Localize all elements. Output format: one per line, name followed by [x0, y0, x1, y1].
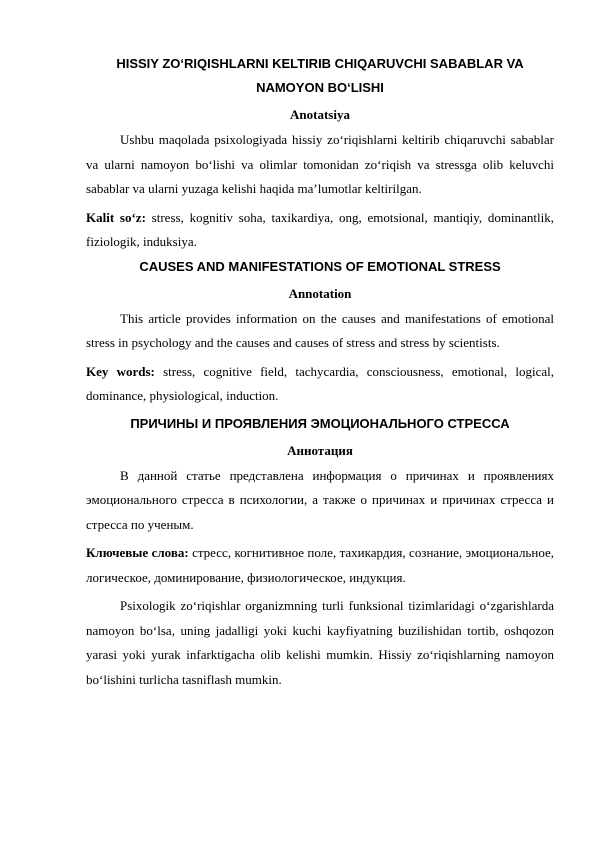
- en-title: CAUSES AND MANIFESTATIONS OF EMOTIONAL STRESS: [139, 258, 501, 274]
- uz-keywords-label: Kalit so‘z:: [86, 209, 146, 225]
- uz-keywords-text: stress, kognitiv soha, taxikardiya, ong, emotsional, mantiqiy, dominantlik, fiziologik, induksiya.: [86, 209, 555, 249]
- uz-title-line2: NAMOYON BO‘LISHI: [256, 80, 384, 95]
- article-page: [86, 52, 554, 692]
- uz-title-line1: HISSIY ZO‘RIQISHLARNI KELTIRIB CHIQARUVCHI SABABLAR VA: [116, 56, 524, 71]
- uz-annotation-heading: Anotatsiya: [290, 107, 350, 122]
- body-paragraph-1: Psixologik zo‘riqishlar organizmning turli funksional tizimlaridagi o‘zgarishlarda namoyon bo‘lsa, uning jadalligi yoki kuchi kayfiyatning buzilishidan tortib, oshqozon yarasi yoki yurak infarktigacha olib kelishi mumkin. Hissiy zo‘riqishlarning namoyon bo‘lishini turlicha tasniflash mumkin.: [86, 598, 554, 687]
- uz-keywords: [86, 206, 554, 255]
- en-keywords-label: Key words:: [86, 363, 155, 379]
- ru-annotation-text: В данной статье представлена информация о причинах и проявлениях эмоционального стресса в психологии, а также о причинах и причинах стресса и стресса по ученым.: [86, 467, 554, 532]
- en-annotation-text: This article provides information on the causes and manifestations of emotional stress in psychology and the causes and causes of stress and stress by scientists.: [86, 310, 554, 350]
- en-annotation-heading: Annotation: [288, 285, 352, 301]
- ru-keywords: [86, 541, 554, 590]
- ru-keywords-label: Ключевые слова:: [86, 545, 189, 560]
- en-keywords: [86, 360, 554, 409]
- uz-title: [80, 52, 560, 100]
- uz-annotation-text: Ushbu maqolada psixologiyada hissiy zo‘riqishlarni keltirib chiqaruvchi sabablar va ularni namoyon bo‘lishi va olimlar tomonidan zo‘riqish va stressga olib keluvchi sabablar va ularni yuzaga kelishi haqida ma’lumotlar keltirilgan.: [86, 132, 554, 196]
- ru-title: ПРИЧИНЫ И ПРОЯВЛЕНИЯ ЭМОЦИОНАЛЬНОГО СТРЕССА: [130, 415, 510, 431]
- en-keywords-text: stress, cognitive field, tachycardia, consciousness, emotional, logical, dominance, physiological, induction.: [86, 363, 554, 403]
- ru-annotation-heading: Аннотация: [287, 442, 353, 458]
- ru-keywords-text: стресс, когнитивное поле, тахикардия, сознание, эмоциональное, логическое, доминирование, физиологическое, индукция.: [86, 545, 554, 585]
